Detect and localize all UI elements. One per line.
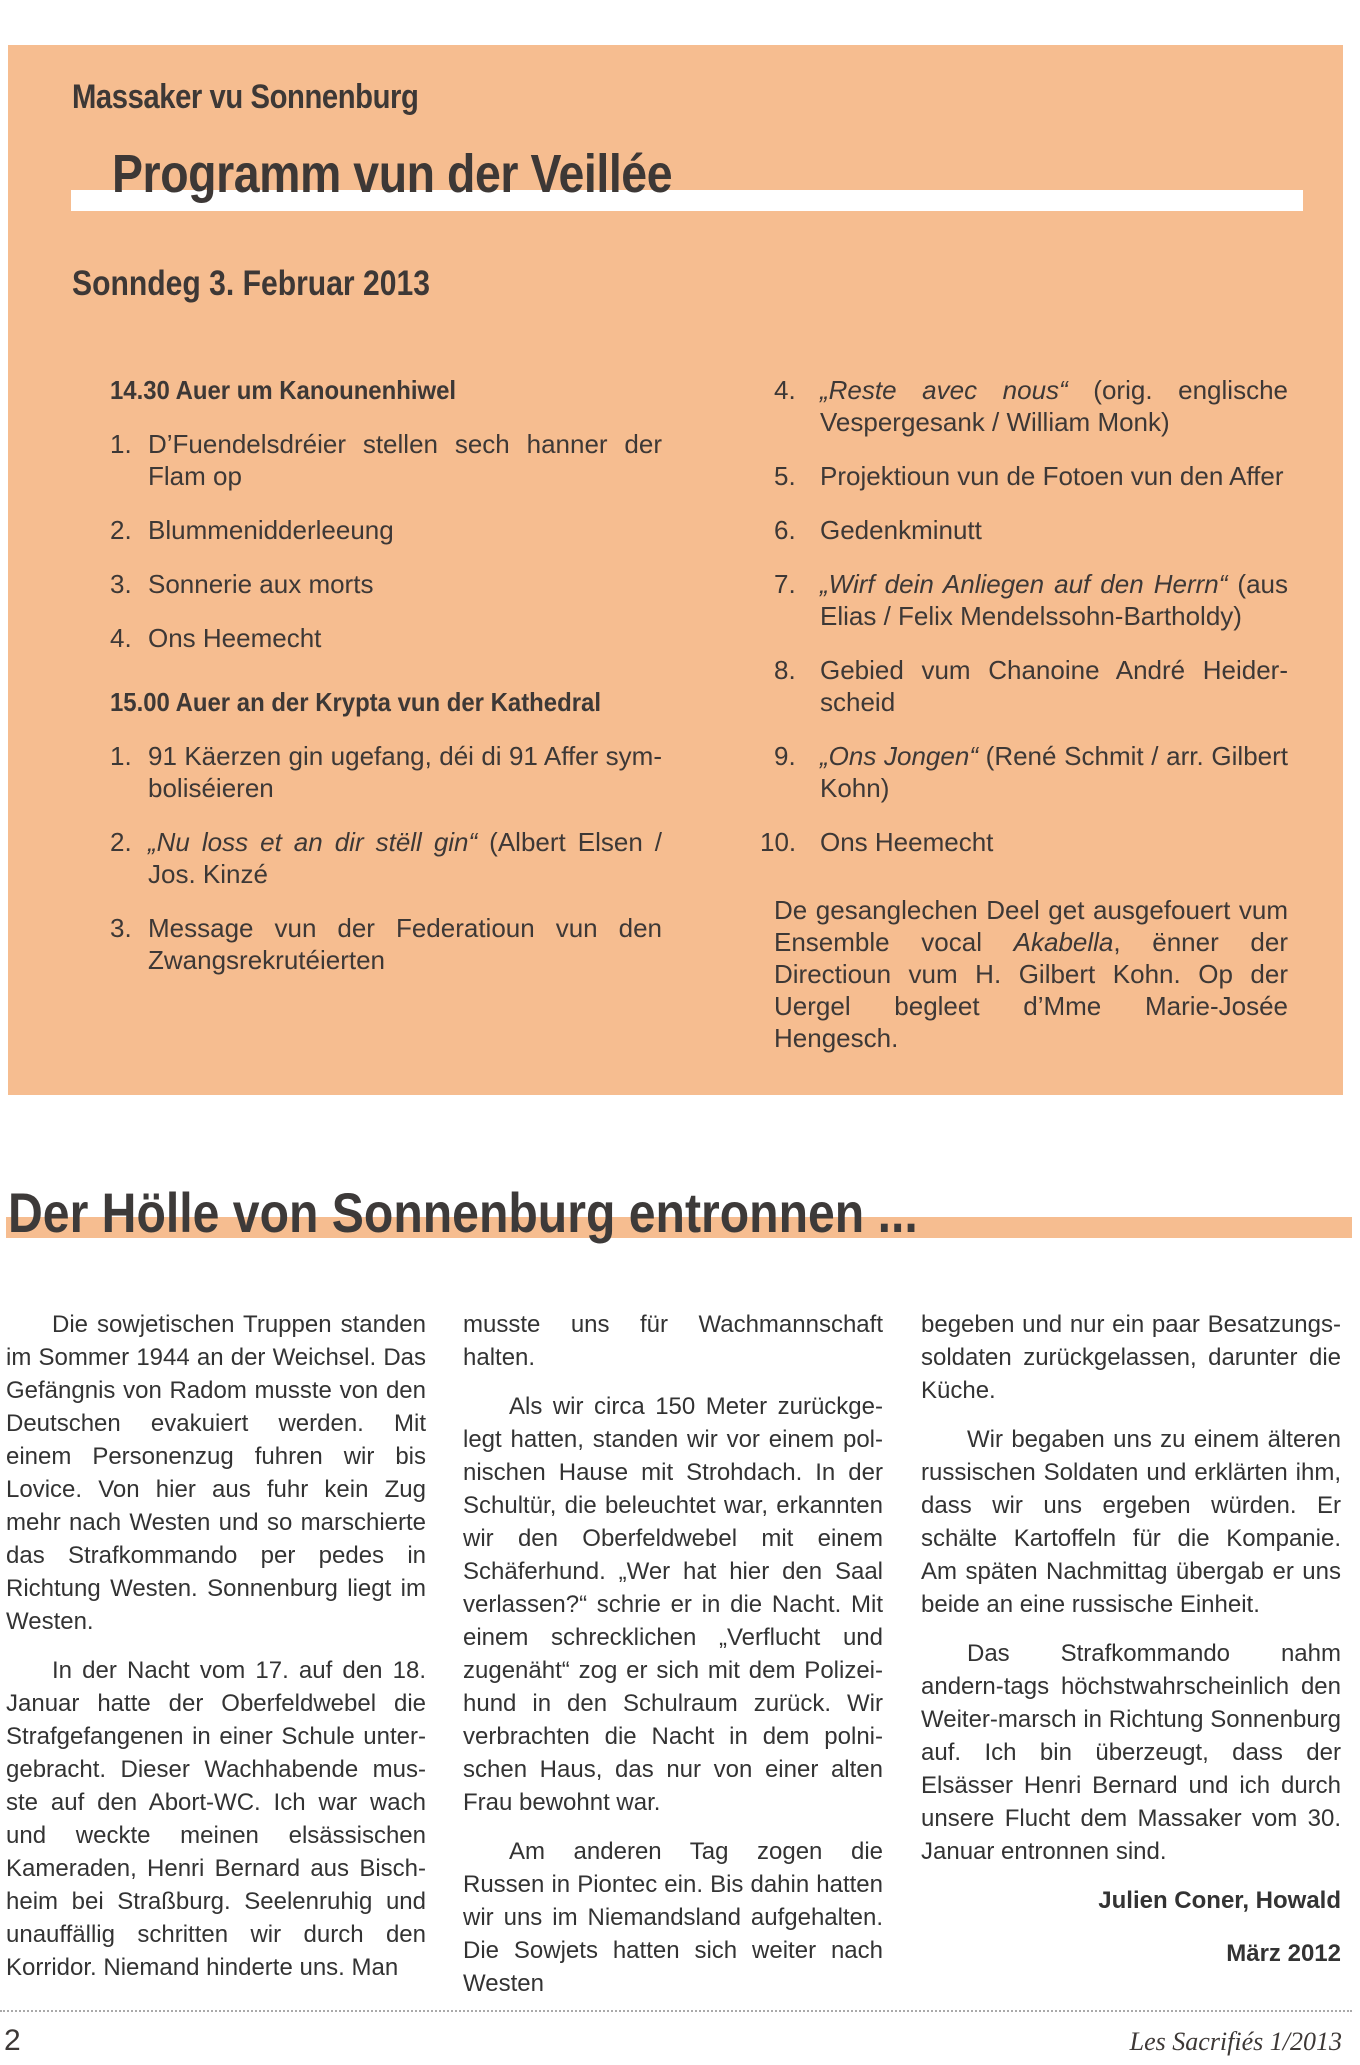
item-number: 9. bbox=[774, 741, 796, 771]
item-text: Message vun der Federatioun vun den Zwangsrekrutéierten bbox=[148, 913, 662, 975]
work-credit: (René Schmit / arr. Gilbert Kohn) bbox=[820, 741, 1288, 803]
article-column-1 bbox=[6, 1308, 426, 2000]
article-paragraph: Wir begaben uns zu einem älteren russischen Soldaten und erklärten ihm, dass wir uns ergeben würden. Er schälte Kartoffeln für die Kompanie. Am späten Nachmittag übergab er uns beide an eine russische Einheit. bbox=[921, 1426, 1341, 1618]
page-number: 2 bbox=[4, 2024, 21, 2057]
program-item bbox=[774, 568, 1288, 632]
article-paragraph: Die sowjetischen Truppen standen im Sommer 1944 an der Weichsel. Das Gefängnis von Radom musste von den Deutschen evakuiert werden. Mit einem Personenzug fuhren wir bis Lovice. Von hier aus fuhr kein Zug mehr nach Westen und so marschierte das Strafkommando per pedes in Richtung Westen. Sonnenburg liegt im Westen. bbox=[6, 1311, 426, 1635]
item-text: Projektioun vun de Fotoen vun den Affer bbox=[820, 461, 1284, 491]
item-number: 2. bbox=[110, 827, 132, 857]
work-title: „Nu loss et an dir stëll gin“ bbox=[148, 827, 478, 857]
item-number: 2. bbox=[110, 515, 132, 545]
item-text bbox=[820, 568, 1288, 632]
author-signature: Julien Coner, Howald bbox=[1098, 1887, 1341, 1914]
item-text: 91 Käerzen gin ugefang, déi di 91 Affer sym-boliséieren bbox=[148, 741, 662, 803]
footer-rule bbox=[0, 2010, 1352, 2012]
item-number: 8. bbox=[774, 655, 796, 685]
program-date: Sonndeg 3. Februar 2013 bbox=[72, 264, 430, 303]
article-paragraph: Das Strafkommando nahm andern-tags höchstwahrscheinlich den Weiter-marsch in Richtung Sonnenburg auf. Ich bin überzeugt, dass der Elsässer Henri Bernard und ich durch unsere Flucht dem Massaker vom 30. Januar entronnen sind. bbox=[921, 1640, 1341, 1865]
program-item bbox=[760, 826, 1288, 858]
item-text: D’Fuendelsdréier stellen sech hanner der Flam op bbox=[148, 429, 662, 491]
work-credit: (aus Elias / Felix Mendelssohn-Bartholdy) bbox=[820, 569, 1289, 631]
item-number: 4. bbox=[774, 375, 796, 405]
program-item bbox=[774, 374, 1288, 438]
program-right-column bbox=[760, 374, 1289, 1054]
item-text: Gebied vum Chanoine André Heider-scheid bbox=[820, 655, 1288, 717]
item-number: 3. bbox=[110, 913, 132, 943]
program-item bbox=[774, 654, 1288, 718]
item-number: 4. bbox=[110, 623, 132, 653]
program-closing-note bbox=[774, 894, 1288, 1054]
item-number: 10. bbox=[760, 827, 797, 857]
program-item bbox=[110, 622, 662, 654]
section-heading: 14.30 Auer um Kanounenhiwel bbox=[110, 375, 457, 405]
work-title: „Wirf dein Anliegen auf den Herrn“ bbox=[820, 569, 1228, 599]
item-text: Ons Heemecht bbox=[148, 623, 322, 653]
item-number: 1. bbox=[110, 741, 132, 771]
item-number: 6. bbox=[774, 515, 796, 545]
program-item bbox=[774, 460, 1288, 492]
item-text bbox=[820, 374, 1288, 438]
program-item bbox=[110, 740, 662, 804]
item-text bbox=[820, 740, 1288, 804]
item-number: 5. bbox=[774, 461, 796, 491]
article-date: März 2012 bbox=[1226, 1940, 1341, 1967]
program-item bbox=[774, 740, 1288, 804]
ensemble-name: Akabella bbox=[1013, 927, 1114, 957]
article-title: Der Hölle von Sonnenburg entronnen ... bbox=[8, 1181, 918, 1244]
publication-name: Les Sacrifiés 1/2013 bbox=[1129, 2027, 1342, 2056]
article-paragraph: begeben und nur ein paar Besatzungs-soldaten zurückgelassen, darunter die Küche. bbox=[921, 1311, 1341, 1404]
item-text: Blummenidderleeung bbox=[148, 515, 394, 545]
item-text: Ons Heemecht bbox=[820, 827, 994, 857]
item-number: 1. bbox=[110, 429, 132, 459]
program-left-column bbox=[110, 374, 662, 998]
item-text bbox=[148, 826, 662, 890]
article-paragraph: In der Nacht vom 17. auf den 18. Januar hatte der Oberfeldwebel die Strafgefangenen in einer Schule unter-gebracht. Dieser Wachhabende mus-ste auf den Abort-WC. Ich war wach und weckte meinen elsässischen Kameraden, Henri Bernard aus Bisch-heim bei Straßburg. Seelenruhig und unauffällig schritten wir durch den Korridor. Niemand hinderte uns. Man bbox=[6, 1657, 426, 1981]
item-number: 3. bbox=[110, 569, 132, 599]
program-title: Programm vun der Veillée bbox=[112, 144, 673, 204]
item-text: Gedenkminutt bbox=[820, 515, 982, 545]
program-kicker: Massaker vu Sonnenburg bbox=[72, 78, 419, 116]
program-item bbox=[110, 568, 662, 600]
program-item bbox=[110, 826, 662, 890]
work-title: „Reste avec nous“ bbox=[820, 375, 1068, 405]
section-heading: 15.00 Auer an der Krypta vun der Kathedral bbox=[110, 687, 601, 717]
article-paragraph: Am anderen Tag zogen die Russen in Piontec ein. Bis dahin hatten wir uns im Niemandsland aufgehalten. Die Sowjets hatten sich weiter nach Westen bbox=[463, 1838, 883, 1997]
closing-text: De gesanglechen Deel get ausgefouert vum Ensemble vocal bbox=[774, 895, 1288, 957]
article-column-3 bbox=[921, 1308, 1341, 1970]
article-paragraph: musste uns für Wachmannschaft halten. bbox=[463, 1311, 883, 1371]
item-text: Sonnerie aux morts bbox=[148, 569, 374, 599]
article-column-2 bbox=[463, 1308, 883, 2016]
article-paragraph: Als wir circa 150 Meter zurückge-legt hatten, standen wir vor einem pol-nischen Hause mit Strohdach. In der Schultür, die beleuchtet war, erkannten wir den Oberfeldwebel mit einem Schäferhund. „Wer hat hier den Saal verlassen?“ schrie er in die Nacht. Mit einem schrecklichen „Verflucht und zugenäht“ zog er sich mit dem Polizei-hund in den Schulraum zurück. Wir verbrachten die Nacht in dem polni-schen Haus, das nur von einer alten Frau bewohnt war. bbox=[463, 1393, 883, 1816]
program-item bbox=[774, 514, 1288, 546]
work-credit: (orig. englische Vespergesank / William Monk) bbox=[820, 375, 1288, 437]
program-item bbox=[110, 912, 662, 976]
program-item bbox=[110, 514, 662, 546]
work-credit: (Albert Elsen / Jos. Kinzé bbox=[148, 827, 663, 889]
work-title: „Ons Jongen“ bbox=[820, 741, 978, 771]
closing-text: , ënner der Directioun vum H. Gilbert Kohn. Op der Uergel begleet d’Mme Marie-Josée Hengesch. bbox=[774, 927, 1288, 1053]
program-item bbox=[110, 428, 662, 492]
item-number: 7. bbox=[774, 569, 796, 599]
